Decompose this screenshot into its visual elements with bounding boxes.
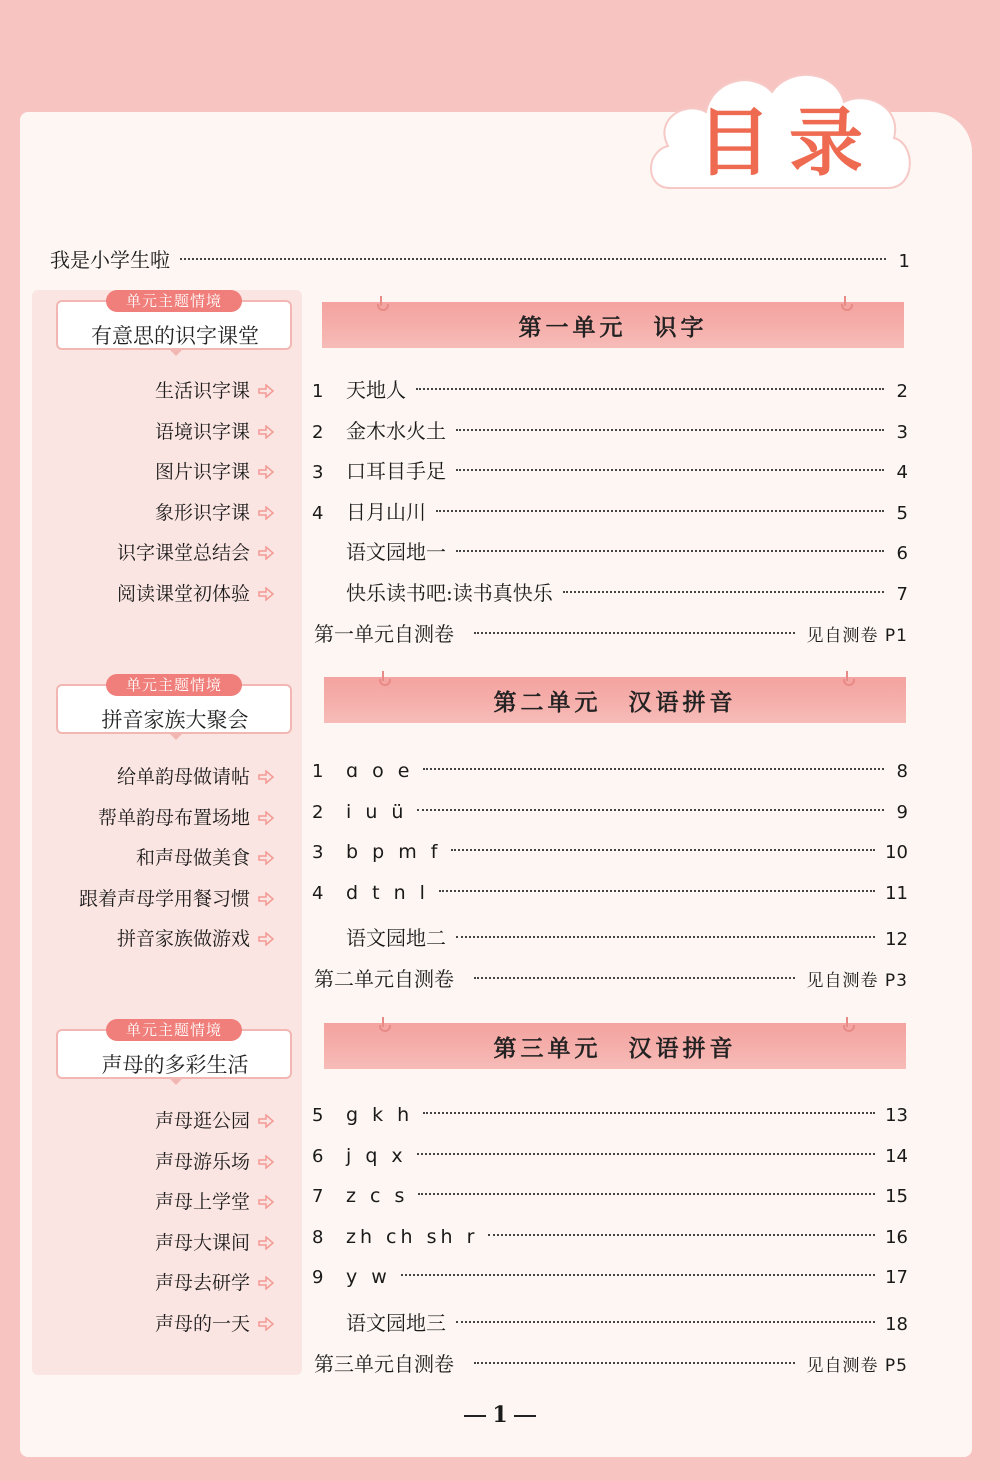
lesson-number: 2: [312, 422, 324, 443]
unit-header-title: 第一单元 识字: [518, 314, 708, 341]
lesson-page: 2: [896, 381, 908, 402]
theme-tag: 单元主题情境: [106, 1019, 242, 1041]
leader-dots: [456, 469, 884, 471]
leader-dots: [423, 768, 884, 770]
leader-dots: [417, 1153, 875, 1155]
sub-topic: [155, 1187, 274, 1214]
leader-dots: [436, 510, 884, 512]
lesson-number: 7: [312, 1186, 324, 1207]
arrow-icon: [250, 542, 274, 564]
lesson-title: d t n l: [346, 882, 429, 904]
unit-header: [322, 302, 904, 348]
sub-topic: [98, 803, 274, 830]
lesson-page: 5: [896, 503, 908, 524]
theme-card-pointer: [170, 734, 182, 740]
sub-topic: [155, 498, 274, 525]
lesson-page: 11: [885, 883, 908, 904]
sub-topic-label: 识字课堂总结会: [116, 542, 250, 564]
sub-topic-label: 拼音家族做游戏: [116, 928, 250, 950]
lesson-number: 9: [312, 1267, 324, 1288]
sub-topic-label: 阅读课堂初体验: [116, 583, 250, 605]
arrow-icon: [250, 1151, 274, 1173]
unit-header: [324, 677, 906, 723]
sub-topic-label: 图片识字课: [154, 461, 250, 483]
arrow-icon: [250, 928, 274, 950]
lesson-title: j q x: [346, 1145, 407, 1167]
lesson-title: i u ü: [346, 801, 408, 823]
lesson-entry[interactable]: [312, 577, 908, 606]
arrow-icon: [250, 461, 274, 483]
sub-topic-label: 声母的一天: [154, 1313, 250, 1335]
lesson-entry[interactable]: [312, 374, 908, 403]
sub-topic: [155, 1147, 274, 1174]
leader-dots: [563, 591, 884, 593]
arrow-icon: [250, 1232, 274, 1254]
leader-dots: [456, 1321, 875, 1323]
arrow-icon: [250, 583, 274, 605]
leader-dots: [180, 258, 886, 260]
lesson-page: 18: [885, 1314, 908, 1335]
lesson-number: 5: [312, 1105, 324, 1126]
leader-dots: [401, 1274, 875, 1276]
lesson-entry[interactable]: [312, 922, 908, 951]
lesson-page: 10: [885, 842, 908, 863]
sub-topic: [117, 924, 274, 951]
lesson-entry[interactable]: [312, 801, 908, 823]
leader-dots: [456, 550, 884, 552]
leader-dots: [423, 1112, 875, 1114]
sub-topic-label: 声母大课间: [154, 1232, 250, 1254]
arrow-icon: [250, 380, 274, 402]
lesson-entry[interactable]: [312, 1307, 908, 1336]
sub-topic: [155, 1268, 274, 1295]
unit-test-reference: 见自测卷 P3: [806, 971, 908, 991]
sub-topic: [117, 538, 274, 565]
sub-topic-label: 声母上学堂: [154, 1191, 250, 1213]
leader-dots: [488, 1234, 875, 1236]
theme-card-pointer: [170, 1079, 182, 1085]
lesson-title: y w: [346, 1266, 391, 1288]
lesson-number: 1: [312, 381, 324, 402]
intro-entry[interactable]: [50, 244, 910, 273]
lesson-page: 17: [885, 1267, 908, 1288]
sub-topic-label: 帮单韵母布置场地: [97, 807, 250, 829]
leader-dots: [474, 977, 795, 979]
sub-topic-label: 和声母做美食: [135, 847, 250, 869]
lesson-number: 6: [312, 1146, 324, 1167]
lesson-title: b p m f: [346, 841, 442, 863]
unit-test-title: 第一单元自测卷: [314, 622, 454, 646]
sub-topic-label: 象形识字课: [154, 502, 250, 524]
lesson-title: 日月山川: [346, 500, 426, 524]
leader-dots: [418, 1193, 875, 1195]
lesson-title: 语文园地一: [346, 540, 446, 564]
unit-theme-card: [56, 676, 294, 742]
theme-title: 有意思的识字课堂: [91, 324, 259, 348]
intro-title: 我是小学生啦: [50, 248, 170, 272]
lesson-page: 15: [885, 1186, 908, 1207]
unit-test-title: 第二单元自测卷: [314, 967, 454, 991]
lesson-entry[interactable]: [312, 536, 908, 565]
lesson-title: 天地人: [346, 378, 406, 402]
lesson-page: 16: [885, 1227, 908, 1248]
arrow-icon: [250, 888, 274, 910]
lesson-number: 3: [312, 462, 324, 483]
unit-header: [324, 1023, 906, 1069]
lesson-entry[interactable]: [312, 841, 908, 863]
lesson-page: 7: [896, 584, 908, 605]
unit-theme-card: [56, 1021, 294, 1087]
lesson-entry[interactable]: [312, 455, 908, 484]
lesson-entry[interactable]: [312, 1145, 908, 1167]
lesson-page: 9: [896, 802, 908, 823]
lesson-title: 快乐读书吧:读书真快乐: [346, 581, 553, 605]
lesson-number: 3: [312, 842, 324, 863]
intro-page: 1: [898, 251, 910, 272]
lesson-entry[interactable]: [312, 415, 908, 444]
lesson-entry[interactable]: [312, 1266, 908, 1288]
lesson-entry[interactable]: [312, 882, 908, 904]
lesson-number: 8: [312, 1227, 324, 1248]
arrow-icon: [250, 766, 274, 788]
sub-topic: [155, 457, 274, 484]
leader-dots: [451, 849, 875, 851]
sub-topic: [155, 1228, 274, 1255]
sub-topic-label: 声母去研学: [154, 1272, 250, 1294]
sub-topic: [117, 762, 274, 789]
arrow-icon: [250, 1272, 274, 1294]
sub-topic-label: 跟着声母学用餐习惯: [78, 888, 250, 910]
leader-dots: [474, 632, 795, 634]
unit-theme-card: [56, 292, 294, 358]
leader-dots: [456, 429, 884, 431]
lesson-title: zh ch sh r: [346, 1226, 479, 1248]
lesson-title: 语文园地三: [346, 1311, 446, 1335]
arrow-icon: [250, 421, 274, 443]
page-title: 目录: [697, 100, 881, 186]
unit-test-reference: 见自测卷 P1: [806, 626, 908, 646]
lesson-number: 1: [312, 761, 324, 782]
arrow-icon: [250, 1191, 274, 1213]
arrow-icon: [250, 807, 274, 829]
lesson-page: 12: [885, 929, 908, 950]
sub-topic: [155, 376, 274, 403]
theme-tag: 单元主题情境: [106, 674, 242, 696]
theme-title: 声母的多彩生活: [101, 1053, 249, 1077]
sub-topic: [79, 884, 274, 911]
lesson-page: 4: [896, 462, 908, 483]
sub-topic-label: 声母游乐场: [154, 1151, 250, 1173]
theme-title: 拼音家族大聚会: [101, 708, 249, 732]
lesson-number: 2: [312, 802, 324, 823]
sub-topic-label: 给单韵母做请帖: [116, 766, 250, 788]
unit-header-title: 第三单元 汉语拼音: [493, 1035, 737, 1062]
arrow-icon: [250, 847, 274, 869]
sub-topic: [155, 1106, 274, 1133]
sub-topic: [136, 843, 274, 870]
lesson-page: 13: [885, 1105, 908, 1126]
leader-dots: [456, 936, 875, 938]
lesson-page: 8: [896, 761, 908, 782]
theme-card-pointer: [170, 350, 182, 356]
lesson-title: ɑ o e: [346, 760, 414, 782]
lesson-page: 6: [896, 543, 908, 564]
lesson-entry[interactable]: [312, 496, 908, 525]
lesson-page: 3: [896, 422, 908, 443]
lesson-entry[interactable]: [312, 760, 908, 782]
leader-dots: [439, 890, 875, 892]
unit-test-title: 第三单元自测卷: [314, 1352, 454, 1376]
sub-topic: [155, 1309, 274, 1336]
arrow-icon: [250, 1313, 274, 1335]
leader-dots: [416, 388, 884, 390]
lesson-number: 4: [312, 503, 324, 524]
sub-topic: [155, 417, 274, 444]
lesson-entry[interactable]: [312, 1104, 908, 1126]
lesson-title: 金木水火土: [346, 419, 446, 443]
leader-dots: [417, 809, 884, 811]
unit-test-entry[interactable]: [314, 1348, 908, 1377]
lesson-page: 14: [885, 1146, 908, 1167]
sub-topic-label: 生活识字课: [154, 380, 250, 402]
leader-dots: [474, 1362, 795, 1364]
lesson-title: z c s: [346, 1185, 409, 1207]
sub-topic-label: 声母逛公园: [154, 1110, 250, 1132]
lesson-title: 语文园地二: [346, 926, 446, 950]
page-number: [0, 1402, 1000, 1428]
lesson-entry[interactable]: [312, 1226, 908, 1248]
lesson-title: 口耳目手足: [346, 459, 446, 483]
title-cloud: [640, 60, 920, 200]
arrow-icon: [250, 502, 274, 524]
unit-test-entry[interactable]: [314, 618, 908, 647]
arrow-icon: [250, 1110, 274, 1132]
lesson-entry[interactable]: [312, 1185, 908, 1207]
unit-test-reference: 见自测卷 P5: [806, 1356, 908, 1376]
unit-header-title: 第二单元 汉语拼音: [493, 689, 737, 716]
page-number-value: 1: [492, 1402, 508, 1428]
unit-test-entry[interactable]: [314, 963, 908, 992]
theme-tag: 单元主题情境: [106, 290, 242, 312]
sub-topic-label: 语境识字课: [154, 421, 250, 443]
lesson-number: 4: [312, 883, 324, 904]
sub-topic: [117, 579, 274, 606]
lesson-title: g k h: [346, 1104, 414, 1126]
